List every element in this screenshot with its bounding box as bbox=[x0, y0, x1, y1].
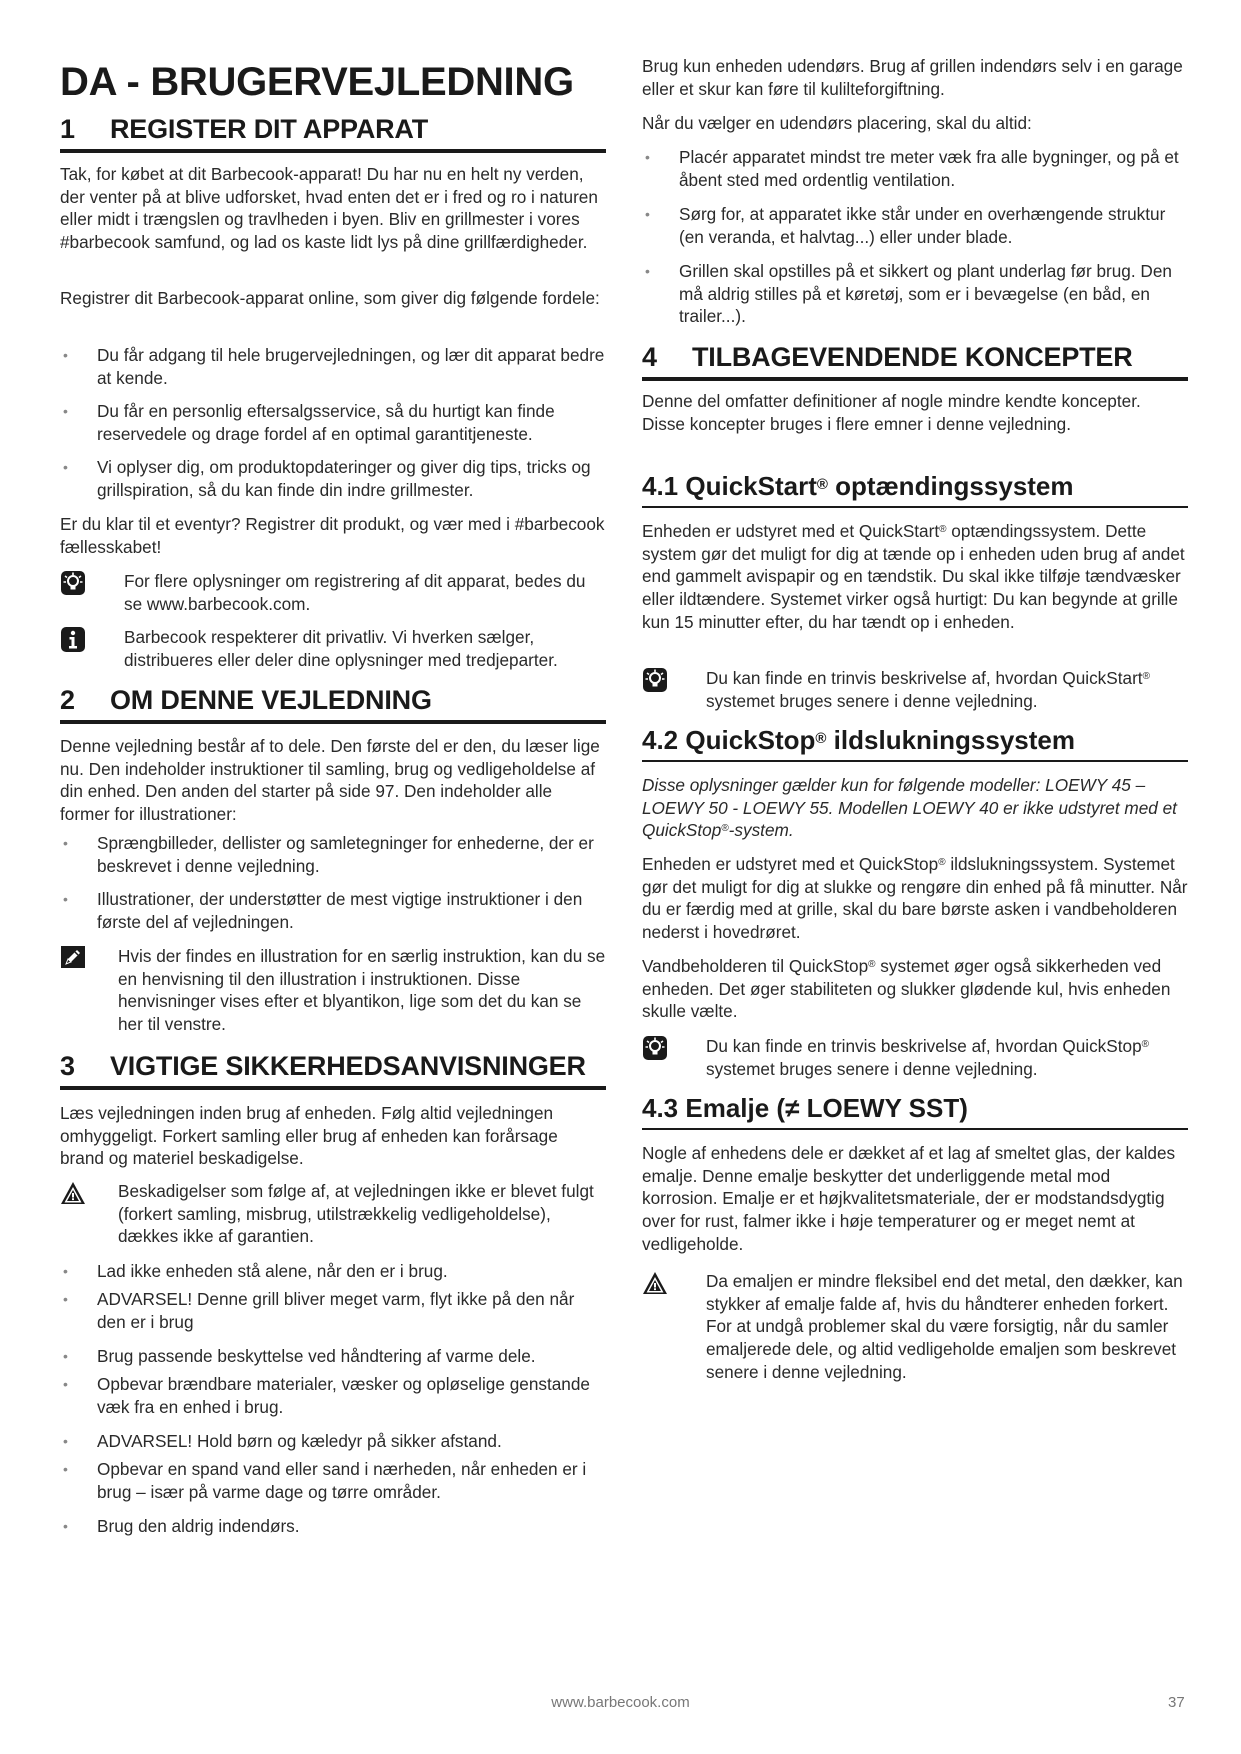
list-item bbox=[60, 1260, 606, 1283]
paragraph bbox=[642, 520, 1188, 634]
note-text: Barbecook respekterer dit privatliv. Vi hverken sælger, distribueres eller deler dine oplysninger med tredjeparter. bbox=[124, 627, 558, 670]
note-text: Hvis der findes en illustration for en særlig instruktion, kan du se en henvisning til den illustration i instruktionen. Disse henvisninger vises efter et blyantikon, lige som det du kan se her til venstre. bbox=[118, 946, 606, 1035]
paragraph: Læs vejledningen inden brug af enheden. Følg altid vejledningen omhyggeligt. Forkert samling eller brug af enheden kan forårsage brand og materiel beskadigelse. bbox=[60, 1103, 558, 1169]
note-text: systemet bruges senere i denne vejledning. bbox=[706, 1058, 1038, 1079]
section-1-heading bbox=[60, 112, 606, 153]
section-2-heading bbox=[60, 683, 606, 724]
registered-mark: ® bbox=[1141, 1039, 1150, 1050]
note-text: For flere oplysninger om registrering af dit apparat, bedes du se www.barbecook.com. bbox=[124, 571, 586, 614]
list-item bbox=[60, 1515, 606, 1538]
bullet-glyph: • bbox=[645, 263, 650, 279]
list-item-text: Opbevar en spand vand eller sand i nærheden, når enheden er i brug – især på varme dage og tørre områder. bbox=[97, 1459, 587, 1502]
heading-text: ildslukningssystem bbox=[826, 725, 1075, 755]
section-number: 1 bbox=[60, 114, 75, 144]
list-item bbox=[642, 146, 1188, 191]
list-item-text: Sørg for, at apparatet ikke står under en overhængende struktur (en veranda, et halvtag...) eller under blade. bbox=[679, 204, 1166, 247]
paragraph bbox=[642, 853, 1188, 944]
bullet-glyph: • bbox=[63, 891, 68, 907]
registered-mark: ® bbox=[1142, 671, 1150, 682]
registered-mark: ® bbox=[868, 959, 876, 970]
heading-text: 4.2 QuickStop bbox=[642, 725, 816, 755]
text-run: ildslukningssystem. Systemet gør det muligt for dig at slukke og rengøre din enhed på få minutter. Når du er færdig med at grille, skal du bare børste asken i vandbeholderen nederst i hovedrøret. bbox=[642, 854, 1188, 943]
paragraph: Denne vejledning består af to dele. Den første del er den, du læser lige nu. Den indeholder instruktioner til samling, brug og vedligeholdelse af din enhed. Den anden del starter på side 97. Den indeholder alle former for illustrationer: bbox=[60, 736, 600, 825]
paragraph: Nogle af enhedens dele er dækket af et lag af smeltet glas, der kaldes emalje. Denne emalje beskytter det underliggende metal mod korrosion. Emalje er et højkvalitetsmateriale, der er modstandsdygtig over for rust, falmer ikke i høje temperaturer og er meget nemt at vedligeholde. bbox=[642, 1143, 1176, 1254]
section-number: 3 bbox=[60, 1051, 75, 1081]
document-title: DA - BRUGERVEJLEDNING bbox=[60, 60, 574, 104]
list-item-text: Vi oplyser dig, om produktopdateringer og giver dig tips, tricks og grillspiration, så du kan finde din indre grillmester. bbox=[97, 457, 591, 500]
text-run: Disse oplysninger gælder kun for følgende modeller: LOEWY 45 – LOEWY 50 - LOEWY 55. Modellen LOEWY 40 er ikke udstyret med et QuickStop bbox=[642, 775, 1177, 841]
registered-mark: ® bbox=[721, 823, 729, 835]
list-item bbox=[60, 456, 606, 501]
registered-mark: ® bbox=[939, 524, 947, 535]
list-item-text: Du får en personlig eftersalgsservice, så du hurtigt kan finde reservedele og drage fordel af en optimal garantitjeneste. bbox=[97, 401, 555, 444]
list-item-text: Sprængbilleder, dellister og samletegninger for enhederne, der er beskrevet i denne vejledning. bbox=[97, 833, 594, 876]
section-number: 4 bbox=[642, 342, 657, 372]
registered-mark: ® bbox=[815, 730, 827, 747]
paragraph: Registrer dit Barbecook-apparat online, som giver dig følgende fordele: bbox=[60, 288, 600, 308]
bullet-glyph: • bbox=[63, 1433, 68, 1449]
note-text: Da emaljen er mindre fleksibel end det metal, den dækker, kan stykker af emalje falde af, hvis du håndterer enheden forkert. For at undgå problemer skal du være forsigtig, når du samler emaljerede dele, og altid vedligeholde emaljen som beskrevet senere i denne vejledning. bbox=[706, 1271, 1183, 1382]
list-item bbox=[642, 260, 1188, 328]
list-item-text: Brug den aldrig indendørs. bbox=[97, 1516, 300, 1536]
subsection-4-2-heading bbox=[642, 724, 1188, 762]
section-4-heading bbox=[642, 340, 1188, 381]
note-text: Du kan finde en trinvis beskrivelse af, hvordan QuickStop bbox=[706, 1036, 1142, 1056]
footer-url: www.barbecook.com bbox=[551, 1694, 690, 1711]
text-run: systemet øger også sikkerheden ved enheden. Det øger stabiliteten og slukker glødende kul, hvis enheden skulle vælte. bbox=[642, 956, 1171, 1022]
list-item-text: Brug passende beskyttelse ved håndtering af varme dele. bbox=[97, 1346, 536, 1366]
bullet-glyph: • bbox=[645, 149, 650, 165]
tip-lightbulb-icon bbox=[642, 1035, 668, 1061]
paragraph: Denne del omfatter definitioner af nogle mindre kendte koncepter. Disse koncepter bruges i flere emner i denne vejledning. bbox=[642, 391, 1141, 434]
list-item bbox=[60, 1288, 606, 1333]
bullet-glyph: • bbox=[645, 206, 650, 222]
list-item-text: Opbevar brændbare materialer, væsker og opløselige genstande væk fra en enhed i brug. bbox=[97, 1374, 590, 1417]
list-item bbox=[60, 400, 606, 445]
list-item bbox=[60, 1345, 606, 1368]
subsection-4-3-heading bbox=[642, 1092, 1188, 1130]
list-item-text: ADVARSEL! Hold børn og kæledyr på sikker afstand. bbox=[97, 1431, 502, 1451]
bullet-glyph: • bbox=[63, 1348, 68, 1364]
section-title: VIGTIGE SIKKERHEDSANVISNINGER bbox=[110, 1051, 586, 1081]
warning-note bbox=[60, 1180, 606, 1248]
bullet-glyph: • bbox=[63, 1291, 68, 1307]
list-item bbox=[60, 1373, 606, 1418]
heading-text: optændingssystem bbox=[827, 471, 1074, 501]
registered-mark: ® bbox=[938, 857, 946, 868]
bullet-glyph: • bbox=[63, 403, 68, 419]
list-item bbox=[60, 832, 606, 877]
note-text: Du kan finde en trinvis beskrivelse af, hvordan QuickStart bbox=[706, 668, 1143, 688]
tip-lightbulb-icon bbox=[60, 570, 86, 596]
list-item bbox=[642, 203, 1188, 248]
list-item-text: Du får adgang til hele brugervejledningen, og lær dit apparat bedre at kende. bbox=[97, 345, 605, 388]
tip-note bbox=[642, 1035, 1188, 1080]
text-run: Enheden er udstyret med et QuickStart bbox=[642, 521, 940, 541]
text-run: optændingssystem. Dette system gør det muligt for dig at tænde op i enheden uden brug af andet end gammelt avispapir og en tændstik. Du skal ikke tilføje tændvæsker eller ildtændere. Systemet virker også hurtigt: Du kan begynde at grille kun 15 minutter efter, du har tændt op i enheden. bbox=[642, 521, 1185, 632]
section-3-heading bbox=[60, 1049, 606, 1090]
bullet-glyph: • bbox=[63, 835, 68, 851]
warning-triangle-icon bbox=[60, 1180, 86, 1206]
text-run: Enheden er udstyret med et QuickStop bbox=[642, 854, 939, 874]
bullet-glyph: • bbox=[63, 459, 68, 475]
warning-note bbox=[642, 1270, 1188, 1384]
page-number: 37 bbox=[1168, 1694, 1185, 1711]
list-item bbox=[60, 344, 606, 389]
list-item-text: Placér apparatet mindst tre meter væk fra alle bygninger, og på et åbent sted med ordentlig ventilation. bbox=[679, 147, 1179, 190]
not-equal-symbol: ≠ bbox=[785, 1093, 800, 1123]
list-item-text: Lad ikke enheden stå alene, når den er i brug. bbox=[97, 1261, 448, 1281]
model-notice bbox=[642, 774, 1188, 842]
bullet-glyph: • bbox=[63, 1518, 68, 1534]
list-item-text: ADVARSEL! Denne grill bliver meget varm, flyt ikke på den når den er i brug bbox=[97, 1289, 575, 1332]
section-title: REGISTER DIT APPARAT bbox=[110, 114, 429, 144]
illustration-note bbox=[60, 945, 606, 1036]
paragraph: Brug kun enheden udendørs. Brug af grillen indendørs selv i en garage eller et skur kan føre til kulilteforgiftning. bbox=[642, 56, 1183, 99]
bullet-glyph: • bbox=[63, 1376, 68, 1392]
paragraph: Når du vælger en udendørs placering, skal du altid: bbox=[642, 113, 1032, 133]
section-title: TILBAGEVENDENDE KONCEPTER bbox=[692, 342, 1133, 372]
bullet-glyph: • bbox=[63, 1263, 68, 1279]
heading-text: 4.1 QuickStart bbox=[642, 471, 817, 501]
warning-triangle-icon bbox=[642, 1270, 668, 1296]
bullet-glyph: • bbox=[63, 1461, 68, 1477]
bullet-glyph: • bbox=[63, 347, 68, 363]
list-item-text: Grillen skal opstilles på et sikkert og plant underlag før brug. Den må aldrig stilles på et køretøj, som er i bevægelse (en båd, en trailer...). bbox=[679, 261, 1172, 327]
tip-note bbox=[642, 667, 1188, 712]
pencil-icon bbox=[60, 945, 86, 971]
paragraph bbox=[642, 955, 1188, 1023]
subsection-4-1-heading bbox=[642, 470, 1188, 508]
list-item bbox=[60, 888, 606, 933]
text-run: Vandbeholderen til QuickStop bbox=[642, 956, 869, 976]
paragraph: Er du klar til et eventyr? Registrer dit produkt, og vær med i #barbecook fællesskabet! bbox=[60, 514, 605, 557]
tip-lightbulb-icon bbox=[642, 667, 668, 693]
tip-note bbox=[60, 570, 606, 615]
list-item bbox=[60, 1430, 606, 1453]
info-icon bbox=[60, 626, 86, 652]
paragraph: Tak, for købet at dit Barbecook-apparat! Du har nu en helt ny verden, der venter på at blive udforsket, hvad enten det er i fred og ro i naturen eller midt i trængslen og travlheden i byen. Bliv en grillmester i vores #barbecook samfund, og lad os kaste lidt lys på dine grillfærdigheder. bbox=[60, 164, 598, 253]
list-item-text: Illustrationer, der understøtter de mest vigtige instruktioner i den første del af vejledningen. bbox=[97, 889, 583, 932]
note-text: Beskadigelser som følge af, at vejledningen ikke er blevet fulgt (forkert samling, misbrug, utilstrækkelig vedligeholdelse), dækkes ikke af garantien. bbox=[118, 1181, 594, 1247]
heading-text: 4.3 Emalje ( bbox=[642, 1093, 786, 1123]
list-item bbox=[60, 1458, 606, 1503]
section-number: 2 bbox=[60, 685, 75, 715]
section-title: OM DENNE VEJLEDNING bbox=[110, 685, 432, 715]
info-note bbox=[60, 626, 606, 671]
registered-mark: ® bbox=[816, 476, 828, 493]
note-text: systemet bruges senere i denne vejledning. bbox=[706, 690, 1038, 711]
text-run: -system. bbox=[728, 820, 794, 841]
heading-text: LOEWY SST) bbox=[799, 1093, 968, 1123]
